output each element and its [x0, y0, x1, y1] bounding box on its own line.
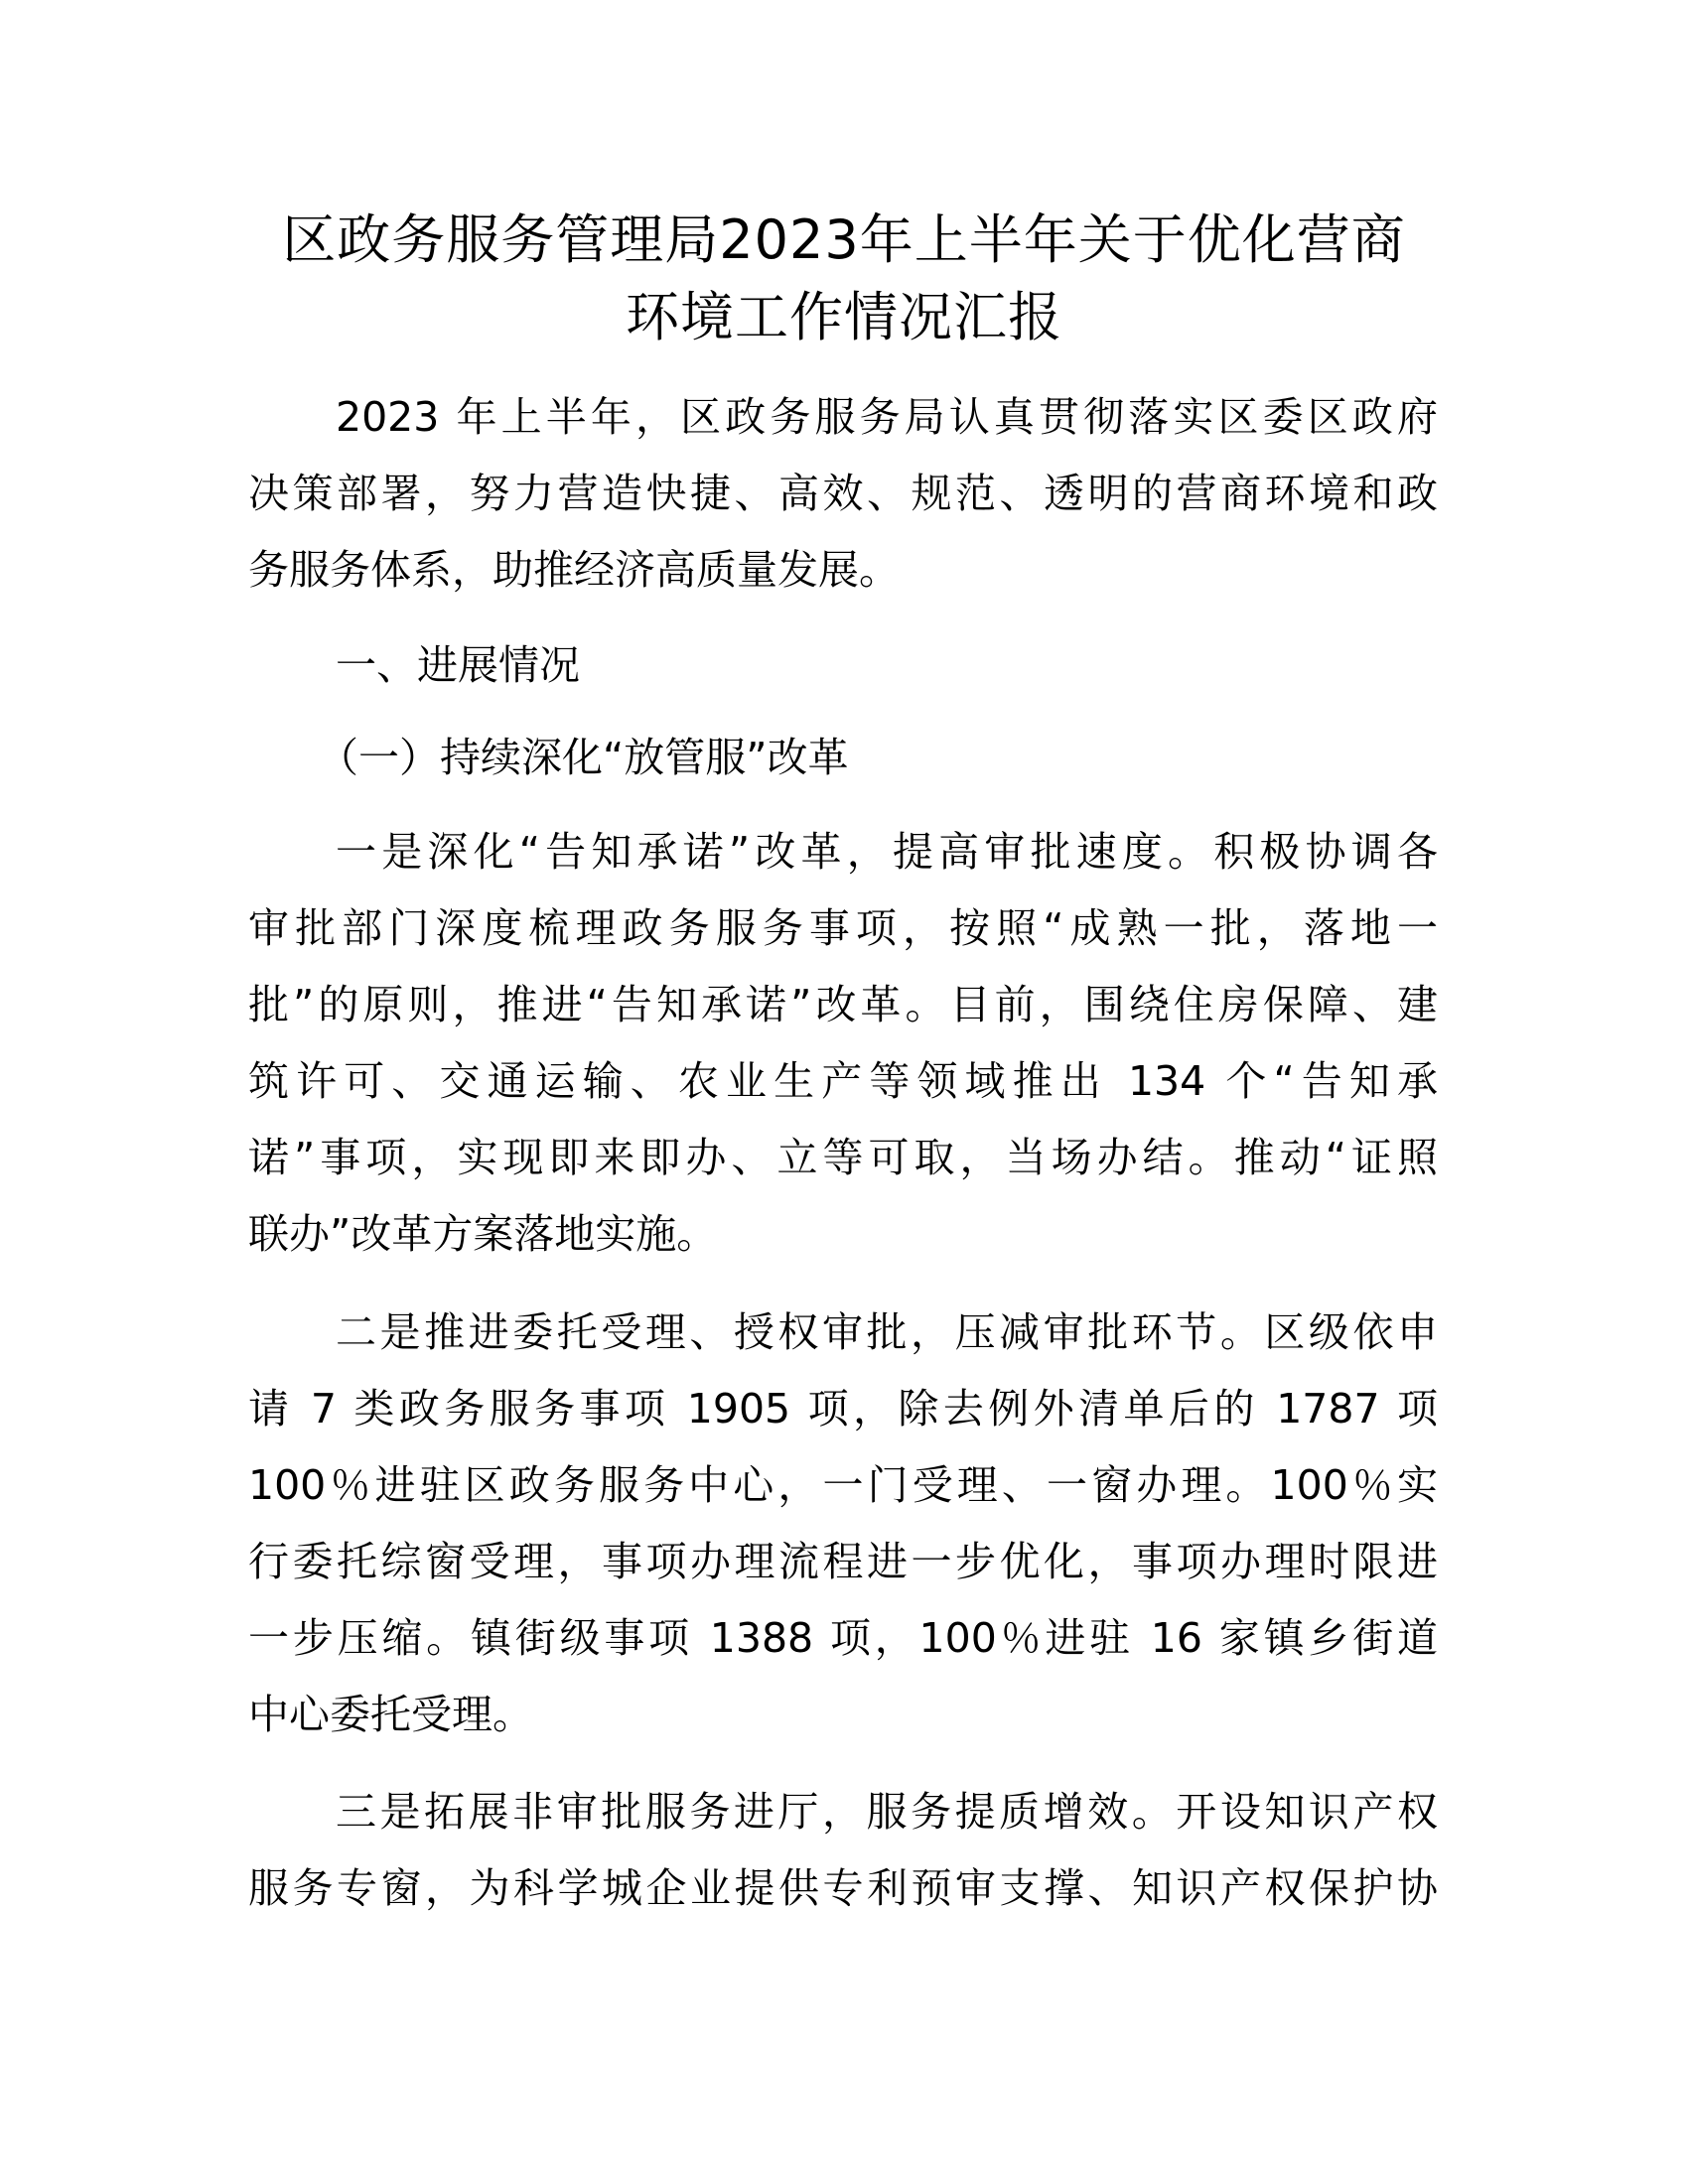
paragraph-two: [248, 1295, 1438, 1753]
paragraph-line: 三是拓展非审批服务进厅，服务提质增效。开设知识产权: [336, 1788, 1438, 1836]
paragraph-line: 一步压缩。镇街级事项 1388 项，100％进驻 16 家镇乡街道: [248, 1614, 1438, 1662]
paragraph-line: 中心委托受理。: [248, 1691, 533, 1738]
paragraph-line: 决策部署，努力营造快捷、高效、规范、透明的营商环境和政: [248, 470, 1438, 517]
paragraph-three: [248, 1774, 1438, 1927]
section-heading-text: 一、进展情况: [336, 641, 580, 689]
paragraph-line: 务服务体系，助推经济高质量发展。: [248, 546, 900, 594]
paragraph-line: 请 7 类政务服务事项 1905 项，除去例外清单后的 1787 项: [248, 1385, 1438, 1433]
paragraph-line: 二是推进委托受理、授权审批，压减审批环节。区级依申: [336, 1308, 1438, 1356]
paragraph-line: 审批部门深度梳理政务服务事项，按照“成熟一批，落地一: [248, 904, 1438, 952]
paragraph-line: 诺”事项，实现即来即办、立等可取，当场办结。推动“证照: [248, 1134, 1438, 1181]
subsection-heading-text: （一）持续深化“放管服”改革: [318, 734, 849, 781]
paragraph-line: 服务专窗，为科学城企业提供专利预审支撑、知识产权保护协: [248, 1864, 1438, 1912]
document-title-line-1: 区政务服务管理局2023年上半年关于优化营商: [282, 208, 1406, 271]
subsection-heading: [248, 720, 1438, 796]
paragraph-line: 联办”改革方案落地实施。: [248, 1210, 718, 1258]
intro-paragraph: [248, 379, 1438, 609]
paragraph-line: 2023 年上半年，区政务服务局认真贯彻落实区委区政府: [336, 393, 1438, 441]
paragraph-line: 行委托综窗受理，事项办理流程进一步优化，事项办理时限进: [248, 1538, 1438, 1585]
paragraph-line: 批”的原则，推进“告知承诺”改革。目前，围绕住房保障、建: [248, 981, 1438, 1028]
section-heading: [248, 627, 1438, 704]
paragraph-line: 筑许可、交通运输、农业生产等领域推出 134 个“告知承: [248, 1057, 1438, 1105]
document-title-line-2: 环境工作情况汇报: [626, 286, 1062, 348]
paragraph-one: [248, 814, 1438, 1273]
paragraph-line: 一是深化“告知承诺”改革，提高审批速度。积极协调各: [336, 828, 1438, 876]
paragraph-line: 100％进驻区政务服务中心，一门受理、一窗办理。100％实: [248, 1461, 1438, 1509]
